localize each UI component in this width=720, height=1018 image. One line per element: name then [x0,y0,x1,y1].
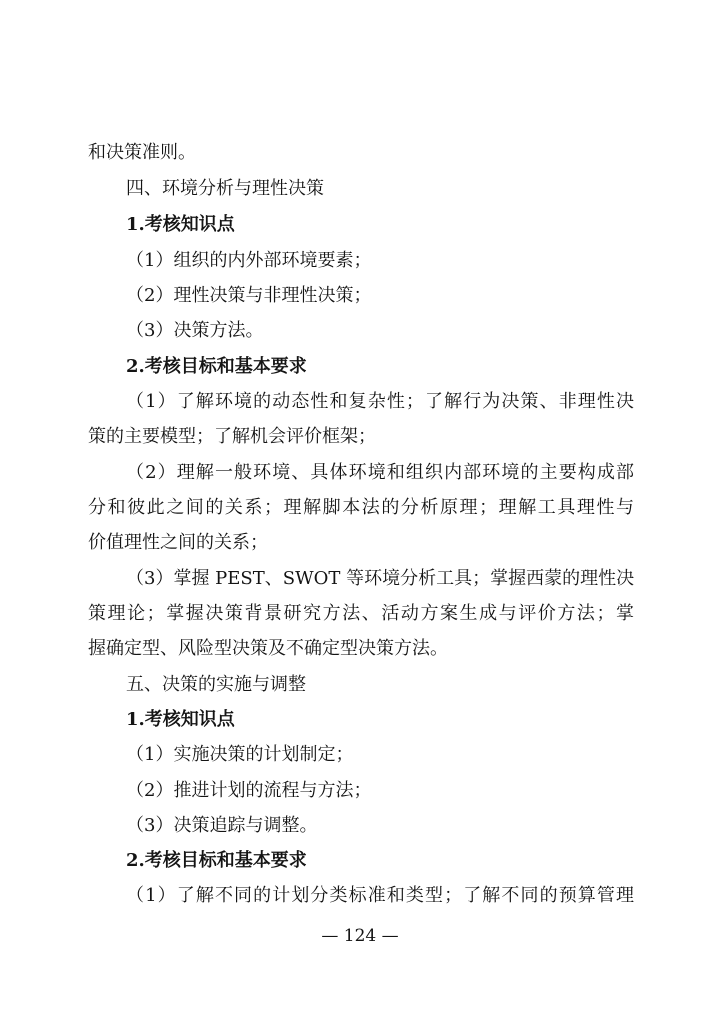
list-item: （2）推进计划的流程与方法； [126,780,372,801]
list-item: （3）决策方法。 [126,320,264,341]
list-item: （3）决策追踪与调整。 [126,815,318,836]
section-heading: 五、决策的实施与调整 [126,674,306,695]
paragraph-line: （3）掌握 PEST、SWOT 等环境分析工具；掌握西蒙的理性决 [126,568,635,589]
paragraph-line: （1）了解环境的动态性和复杂性；了解行为决策、非理性决 [126,391,634,412]
list-item: （1）组织的内外部环境要素； [126,250,372,271]
paragraph-line: 策理论；掌握决策背景研究方法、活动方案生成与评价方法；掌 [88,603,634,624]
subsection-heading: 1.考核知识点 [126,709,235,730]
paragraph-line: 策的主要模型；了解机会评价框架； [88,426,376,447]
paragraph-line: 价值理性之间的关系； [88,532,268,553]
paragraph-line: 分和彼此之间的关系；理解脚本法的分析原理；理解工具理性与 [88,497,634,518]
list-item: （2）理性决策与非理性决策； [126,285,372,306]
paragraph-line: （2）理解一般环境、具体环境和组织内部环境的主要构成部 [126,462,634,483]
subsection-heading: 2.考核目标和基本要求 [126,356,307,377]
page-number: — 124 — [321,926,399,946]
subsection-heading: 2.考核目标和基本要求 [126,850,307,871]
paragraph-line: 和决策准则。 [88,142,196,163]
paragraph-line: 握确定型、风险型决策及不确定型决策方法。 [88,638,448,659]
section-heading: 四、环境分析与理性决策 [126,178,324,199]
list-item: （1）实施决策的计划制定； [126,744,354,765]
paragraph-line: （1）了解不同的计划分类标准和类型；了解不同的预算管理 [126,885,634,906]
subsection-heading: 1.考核知识点 [126,214,235,235]
